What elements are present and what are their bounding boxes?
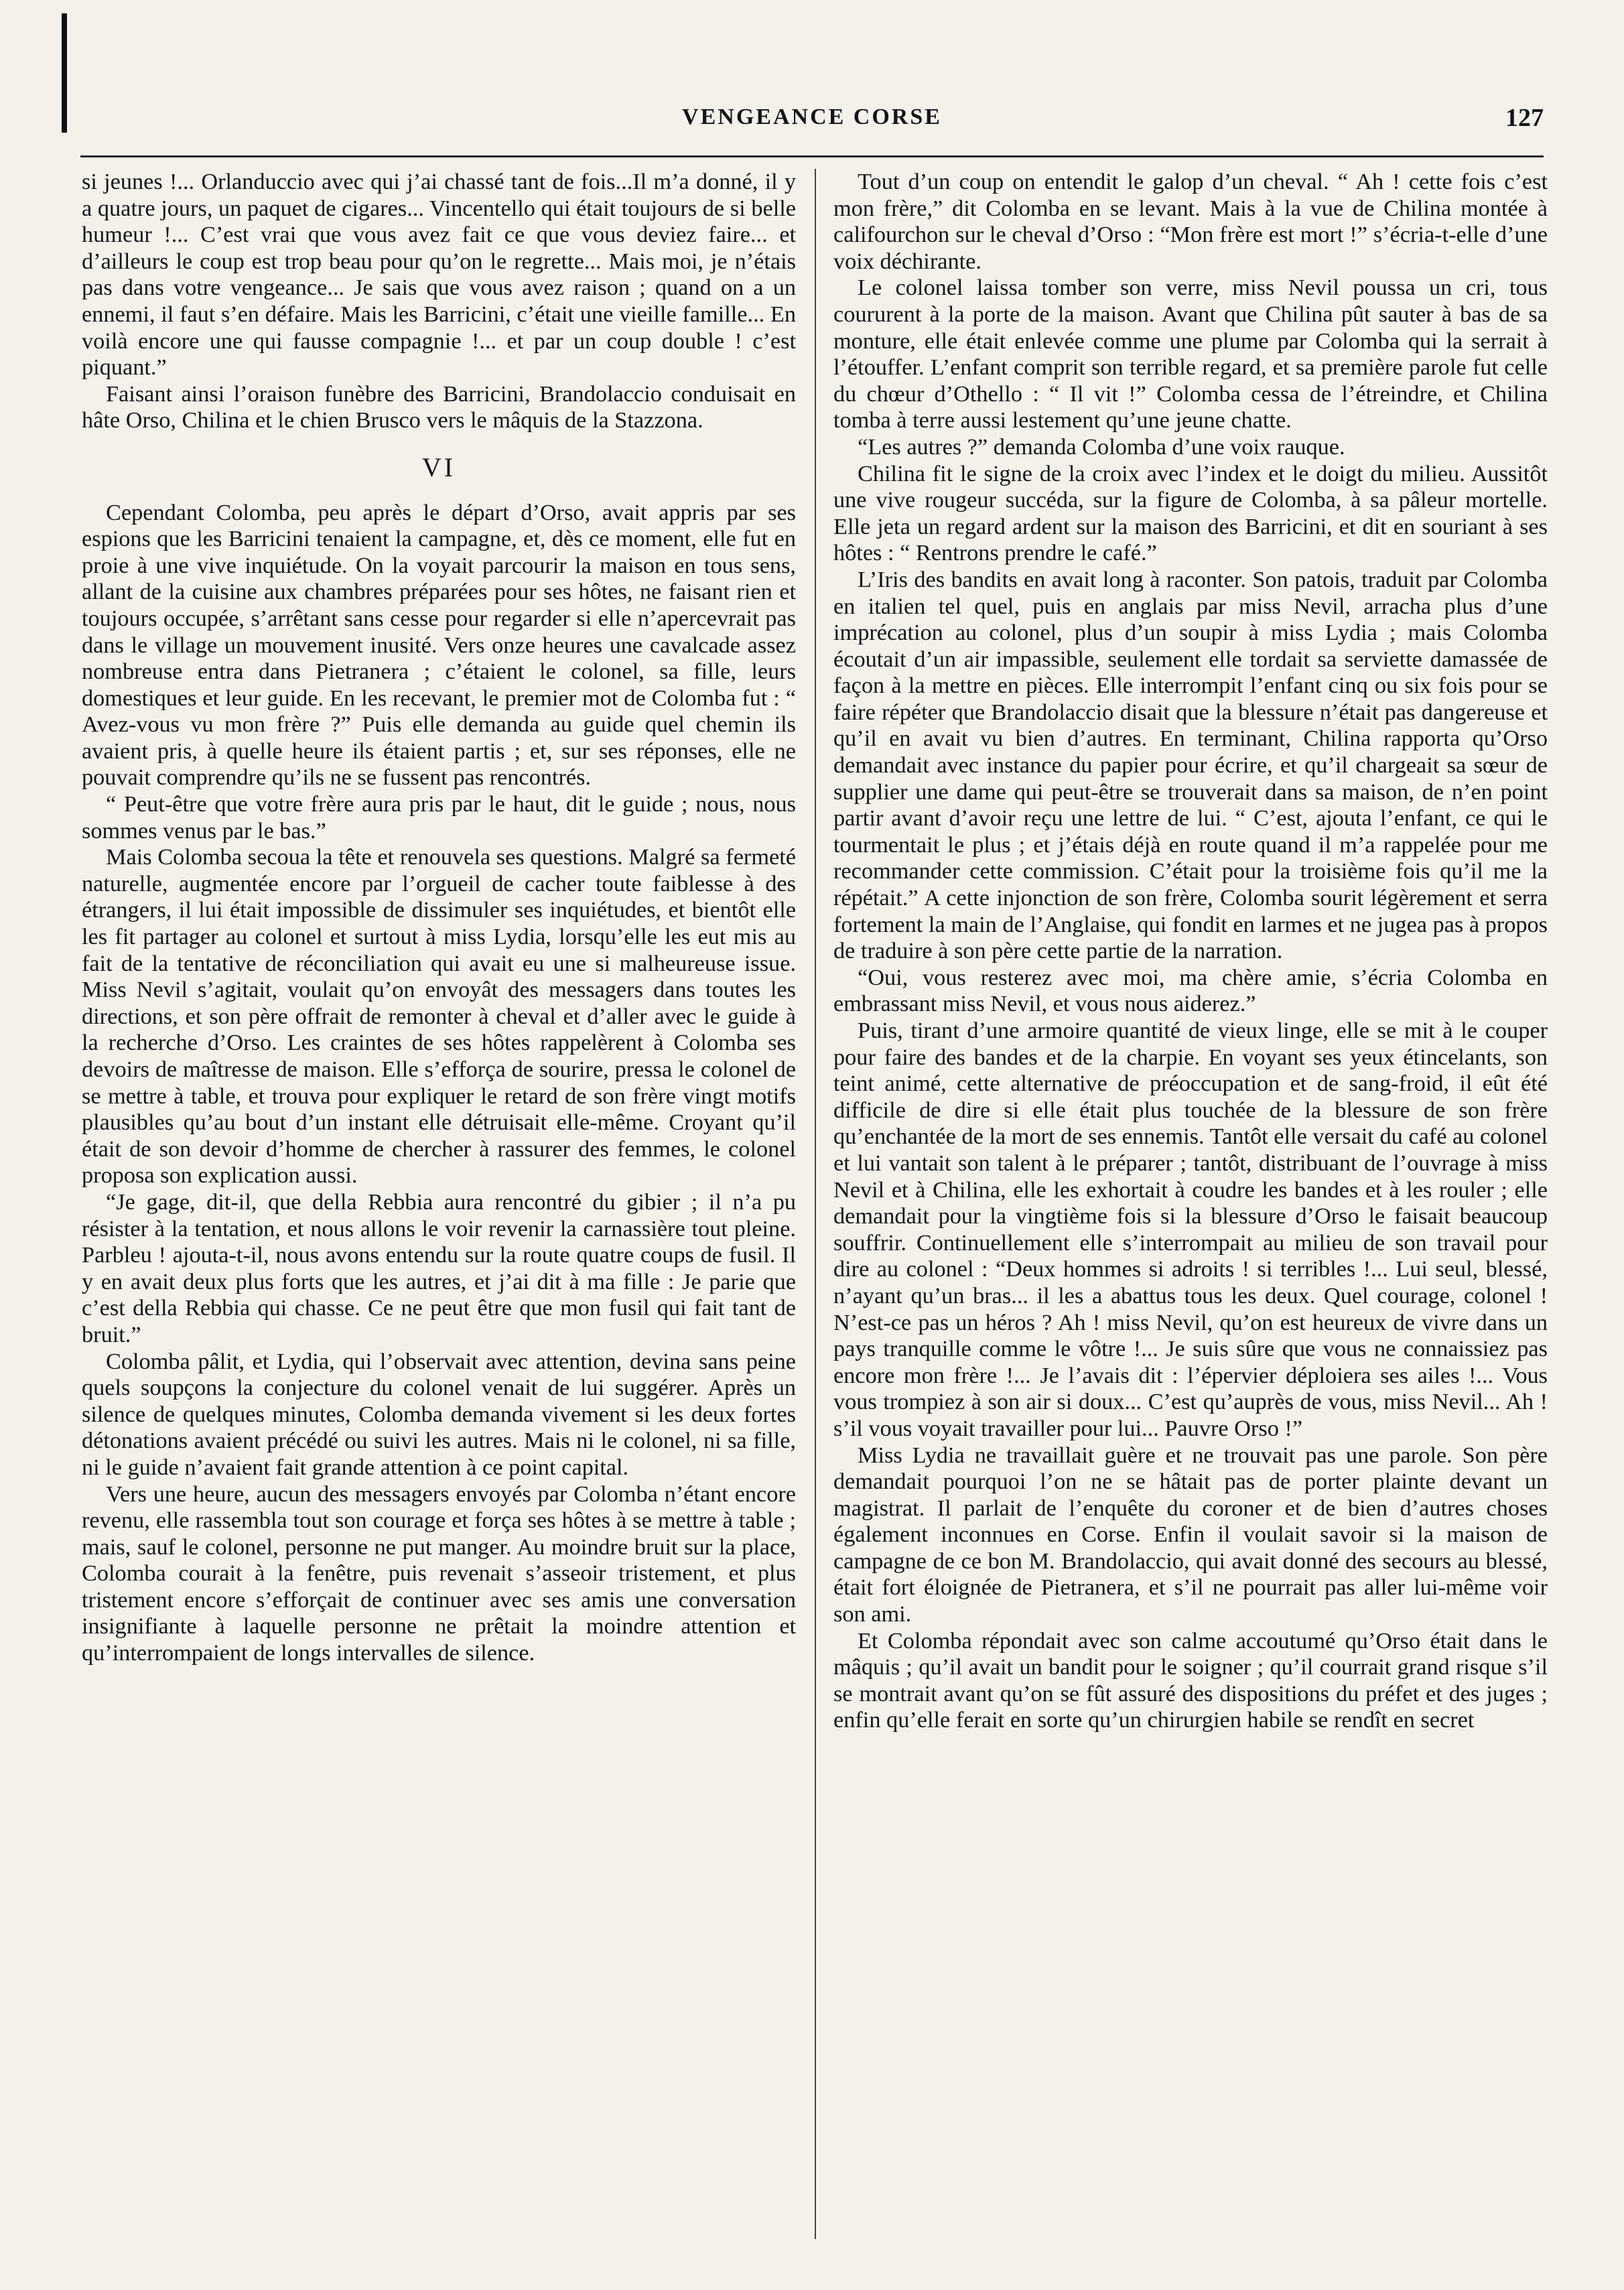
paragraph: Colomba pâlit, et Lydia, qui l’observait avec attention, devina sans peine quels soupçons la conjecture du colonel venait de lui suggérer. Après un silence de quelques minutes, Colomba demanda vivement si les deux fortes détonations avaient précédé ou suivi les autres. Mais ni le colonel, ni sa fille, ni le guide n’avaient fait grande attention à ce point capital. [82, 1348, 796, 1480]
margin-rule [62, 13, 67, 133]
paragraph: si jeunes !... Orlanduccio avec qui j’ai chassé tant de fois...Il m’a donné, il y a quatre jours, un paquet de cigares... Vincentello qui était toujours de si belle humeur !... C’est vrai que vous avez fait ce que vous deviez faire... et d’ailleurs le coup est trop beau pour qu’on le regrette... Mais moi, je n’étais pas dans votre vengeance... Je sais que vous avez raison ; quand on a un ennemi, il faut s’en défaire. Mais les Barricini, c’était une vieille famille... En voilà encore une qui fausse compagnie !... et par un coup double ! c’est piquant.” [82, 169, 796, 381]
paragraph: Vers une heure, aucun des messagers envoyés par Colomba n’étant encore revenu, elle rassembla tout son courage et força ses hôtes à se mettre à table ; mais, sauf le colonel, personne ne put manger. Au moindre bruit sur la place, Colomba courait à la fenêtre, puis revenait s’asseoir tristement, et plus tristement encore s’efforçait de continuer avec ses amis une conversation insignifiante à laquelle personne ne prêtait la moindre attention et qu’interrompaient de longs intervalles de silence. [82, 1481, 796, 1666]
running-title: VENGEANCE CORSE [682, 105, 942, 129]
right-column [833, 169, 1548, 2239]
paragraph: Puis, tirant d’une armoire quantité de vieux linge, elle se mit à le couper pour faire des bandes et de la charpie. En voyant ses yeux étincelants, son teint animé, cette alternative de préoccupation et de sang-froid, il eût été difficile de dire si elle était plus touchée de la blessure de son frère qu’enchantée de la mort de ses ennemis. Tantôt elle versait du café au colonel et lui vantait son talent à le préparer ; tantôt, distribuant de l’ouvrage à miss Nevil et à Chilina, elle les exhortait à coudre les bandes et à les rouler ; elle demandait pour la vingtième fois si la blessure d’Orso le faisait beaucoup souffrir. Continuellement elle s’interrompait au milieu de son travail pour dire au colonel : “Deux hommes si adroits ! si terribles !... Lui seul, blessé, n’ayant qu’un bras... il les a abattus tous les deux. Quel courage, colonel ! N’est-ce pas un héros ? Ah ! miss Nevil, qu’on est heureux de vivre dans un pays tranquille comme le vôtre !... Je suis sûre que vous ne connaissiez pas encore mon frère !... Je l’avais dit : l’épervier déploiera ses ailes !... Vous vous trompiez à son air si doux... C’est qu’auprès de vous, miss Nevil... Ah ! s’il vous voyait travailler pour lui... Pauvre Orso !” [833, 1018, 1548, 1441]
running-head [80, 100, 1544, 143]
paragraph: “Je gage, dit-il, que della Rebbia aura rencontré du gibier ; il n’a pu résister à la tentation, et nous allons le voir revenir la carnassière tout pleine. Parbleu ! ajouta-t-il, nous avons entendu sur la route quatre coups de fusil. Il y en avait deux plus forts que les autres, et j’ai dit à ma fille : Je parie que c’est della Rebbia qui chasse. Ce ne peut être que mon fusil qui fait tant de bruit.” [82, 1189, 796, 1347]
column-divider [815, 169, 816, 2239]
paragraph: Mais Colomba secoua la tête et renouvela ses questions. Malgré sa fermeté naturelle, augmentée encore par l’orgueil de cacher toute faiblesse à des étrangers, il lui était impossible de dissimuler ses inquiétudes, et bientôt elle les fit partager au colonel et surtout à miss Lydia, lorsqu’elle les eut mis au fait de la tentative de réconciliation qui avait eu une si malheureuse issue. Miss Nevil s’agitait, voulait qu’on envoyât des messagers dans toutes les directions, et son père offrait de remonter à cheval et d’aller avec le guide à la recherche d’Orso. Les craintes de ses hôtes rappelèrent à Colomba ses devoirs de maîtresse de maison. Elle s’efforça de sourire, pressa le colonel de se mettre à table, et trouva pour expliquer le retard de son frère vingt motifs plausibles qu’au bout d’un instant elle détruisait elle-même. Croyant qu’il était de son devoir d’homme de chercher à rassurer des femmes, le colonel proposa son explication aussi. [82, 844, 796, 1189]
paragraph: L’Iris des bandits en avait long à raconter. Son patois, traduit par Colomba en italien tel quel, puis en anglais par miss Nevil, arracha plus d’une imprécation au colonel, plus d’un soupir à miss Lydia ; mais Colomba écoutait d’un air impassible, seulement elle tordait sa serviette damassée de façon à la mettre en pièces. Elle interrompit l’enfant cinq ou six fois pour se faire répéter que Brandolaccio disait que la blessure n’était pas dangereuse et qu’il en avait vu bien d’autres. En terminant, Chilina rapporta qu’Orso demandait avec instance du papier pour écrire, et qu’il chargeait sa sœur de supplier une dame qui peut-être se trouverait dans sa maison, de n’en point partir avant d’avoir reçu une lettre de lui. “ C’est, ajouta l’enfant, ce qui le tourmentait le plus ; et j’étais déjà en route quand il m’a rappelée pour me recommander cette commission. C’était pour la troisième fois qu’il me la répétait.” A cette injonction de son frère, Colomba sourit légèrement et serra fortement la main de l’Anglaise, qui fondit en larmes et ne jugea pas à propos de traduire à son père cette partie de la narration. [833, 566, 1548, 964]
page-number: 127 [1505, 104, 1544, 132]
paragraph: “ Peut-être que votre frère aura pris par le haut, dit le guide ; nous, nous sommes venus par le bas.” [82, 791, 796, 844]
paragraph: Chilina fit le signe de la croix avec l’index et le doigt du milieu. Aussitôt une vive rougeur succéda, sur la figure de Colomba, à sa pâleur mortelle. Elle jeta un regard ardent sur la maison des Barricini, et dit en souriant à ses hôtes : “ Rentrons prendre le café.” [833, 460, 1548, 566]
paragraph: Miss Lydia ne travaillait guère et ne trouvait pas une parole. Son père demandait pourquoi l’on ne se hâtait pas de porter plainte devant un magistrat. Il parlait de l’enquête du coroner et de bien d’autres choses également inconnues en Corse. Enfin il voulait savoir si la maison de campagne de ce bon M. Brandolaccio, qui avait donné des secours au blessé, était fort éloignée de Pietranera, et s’il ne pourrait pas aller lui-même voir son ami. [833, 1442, 1548, 1627]
paragraph: Le colonel laissa tomber son verre, miss Nevil poussa un cri, tous coururent à la porte de la maison. Avant que Chilina pût sauter à bas de sa monture, elle était enlevée comme une plume par Colomba qui la serrait à l’étouffer. L’enfant comprit son terrible regard, et sa première parole fut celle du chœur d’Othello : “ Il vit !” Colomba cessa de l’étreindre, et Chilina tomba à terre aussi lestement qu’une jeune chatte. [833, 275, 1548, 433]
paragraph: Faisant ainsi l’oraison funèbre des Barricini, Brandolaccio conduisait en hâte Orso, Chilina et le chien Brusco vers le mâquis de la Stazzona. [82, 381, 796, 433]
paragraph: “Les autres ?” demanda Colomba d’une voix rauque. [858, 433, 1345, 460]
paragraph: “Oui, vous resterez avec moi, ma chère amie, s’écria Colomba en embrassant miss Nevil, et vous nous aiderez.” [833, 964, 1548, 1017]
paragraph: Cependant Colomba, peu après le départ d’Orso, avait appris par ses espions que les Barricini tenaient la campagne, et, dès ce moment, elle fut en proie à une vive inquiétude. On la voyait parcourir la maison en tous sens, allant de la cuisine aux chambres préparées pour ses hôtes, ne faisant rien et toujours occupée, s’arrêtant sans cesse pour regarder si elle n’apercevrait pas dans le village un mouvement inusité. Vers onze heures une cavalcade assez nombreuse entra dans Pietranera ; c’étaient le colonel, sa fille, leurs domestiques et leur guide. En les recevant, le premier mot de Colomba fut : “ Avez-vous vu mon frère ?” Puis elle demanda au guide quel chemin ils avaient pris, à quelle heure ils étaient partis ; et, sur ses réponses, elle ne pouvait comprendre qu’ils ne se fussent pas rencontrés. [82, 499, 796, 791]
paragraph: Et Colomba répondait avec son calme accoutumé qu’Orso était dans le mâquis ; qu’il avait un bandit pour le soigner ; qu’il courrait grand risque s’il se montrait avant qu’on se fût assuré des dispositions du préfet et des juges ; enfin qu’elle ferait en sorte qu’un chirurgien habile se rendît en secret [833, 1627, 1548, 1733]
chapter-heading: VI [421, 452, 456, 482]
left-column [82, 169, 796, 2239]
paragraph: Tout d’un coup on entendit le galop d’un cheval. “ Ah ! cette fois c’est mon frère,” dit Colomba en se levant. Mais à la vue de Chilina montée à califourchon sur le cheval d’Orso : “Mon frère est mort !” s’écria-t-elle d’une voix déchirante. [833, 169, 1548, 274]
header-rule [80, 155, 1544, 157]
